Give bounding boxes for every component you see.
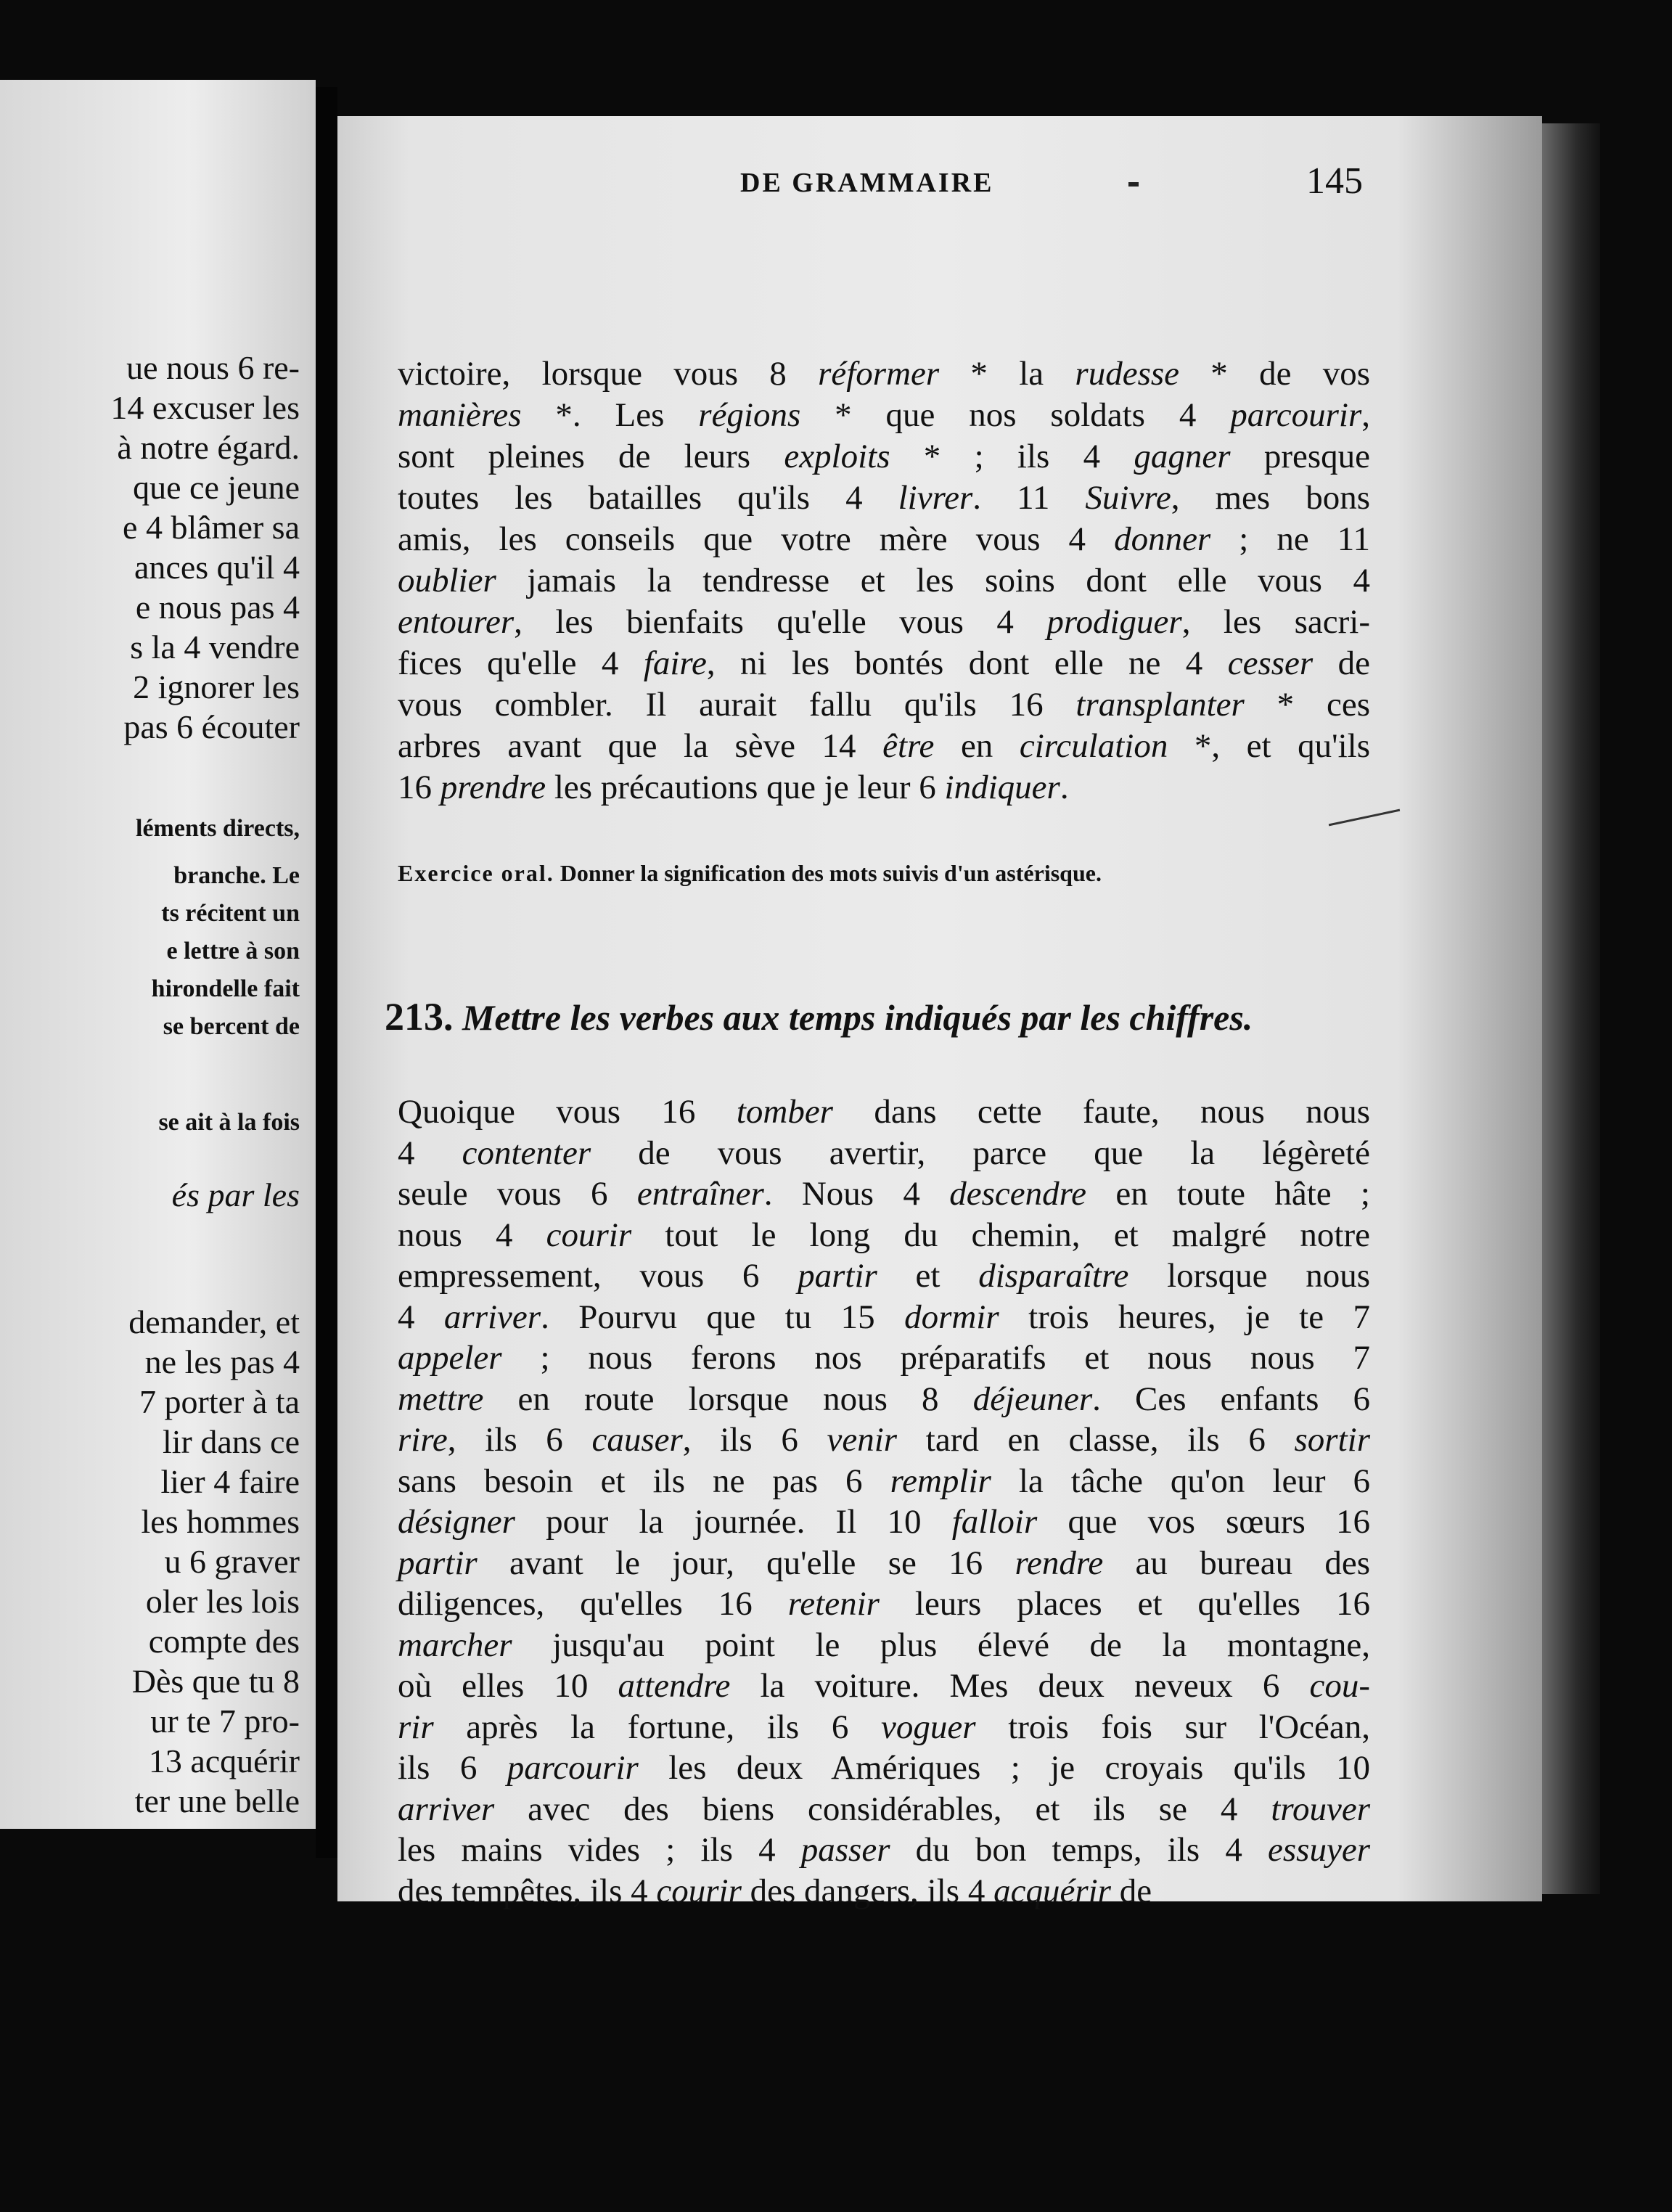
left-page-line: 14 excuser les <box>110 389 300 426</box>
text-line: sont pleines de leurs exploits * ; ils 4 gagner presque <box>398 438 1370 475</box>
text-line: désigner pour la journée. Il 10 falloir que vos sœurs 16 <box>398 1503 1370 1541</box>
left-page-line: ter une belle <box>134 1782 300 1819</box>
text-line: empressement, vous 6 partir et disparaître lorsque nous <box>398 1257 1371 1295</box>
text-line: arbres avant que la sève 14 être en circulation *, et qu'ils <box>398 727 1370 765</box>
text-line: fices qu'elle 4 faire, ni les bontés dont elle ne 4 cesser de <box>398 644 1370 682</box>
text-line: marcher jusqu'au point le plus élevé de la montagne, <box>398 1626 1370 1664</box>
text-line: diligences, qu'elles 16 retenir leurs places et qu'elles 16 <box>398 1585 1370 1623</box>
text-line: arriver avec des biens considérables, et ils se 4 trouver <box>398 1790 1370 1828</box>
left-page-line: demander, et <box>128 1303 300 1340</box>
left-page-line: ances qu'il 4 <box>134 549 300 586</box>
left-page-line: ne les pas 4 <box>144 1343 300 1380</box>
text-line: nous 4 courir tout le long du chemin, et malgré notre <box>398 1216 1370 1254</box>
page-number: 145 <box>1306 160 1363 202</box>
left-page-line: e nous pas 4 <box>135 589 300 626</box>
running-head-title: DE GRAMMAIRE <box>740 168 994 198</box>
left-page-line: 2 ignorer les <box>133 668 300 705</box>
exercise-oral-label: Exercice oral. <box>398 860 554 886</box>
text-line: les mains vides ; ils 4 passer du bon temps, ils 4 essuyer <box>398 1831 1370 1869</box>
left-page-line: s la 4 vendre <box>130 628 300 665</box>
left-page-line: hirondelle fait <box>151 975 300 1002</box>
text-line: Quoique vous 16 tomber dans cette faute, nous nous <box>398 1093 1370 1131</box>
left-page-line: à notre égard. <box>117 429 300 466</box>
print-mark <box>1128 182 1139 187</box>
exercise-213-text <box>398 1091 1370 1912</box>
text-line: entourer, les bienfaits qu'elle vous 4 prodiguer, les sacri- <box>398 603 1370 641</box>
left-page-line: és par les <box>171 1176 300 1213</box>
left-page-line: les hommes <box>141 1503 300 1540</box>
left-page-line: e 4 blâmer sa <box>123 509 300 546</box>
left-page-line: ue nous 6 re- <box>126 349 300 386</box>
left-page-line: branche. Le <box>173 862 300 889</box>
exercise-oral-text: Donner la signification des mots suivis d'un astérisque. <box>560 860 1102 886</box>
left-page-line: léments directs, <box>136 815 300 842</box>
text-line: rir après la fortune, ils 6 voguer trois fois sur l'Océan, <box>398 1708 1370 1746</box>
text-line: victoire, lorsque vous 8 réformer * la rudesse * de vos <box>398 355 1371 393</box>
left-page-line: e lettre à son <box>166 938 300 964</box>
left-page-line: oler les lois <box>145 1583 300 1620</box>
text-line: manières *. Les régions * que nos soldats 4 parcourir, <box>398 396 1370 434</box>
left-facing-page <box>0 80 316 1829</box>
left-page-line: 13 acquérir <box>148 1742 300 1779</box>
left-page-line: se bercent de <box>163 1013 300 1040</box>
exercise-number: 213. <box>385 995 454 1039</box>
left-page-line: compte des <box>148 1623 300 1660</box>
book-gutter <box>316 87 337 1858</box>
exercise-213-heading <box>385 994 1372 1039</box>
left-page-line: Dès que tu 8 <box>131 1663 300 1700</box>
text-line: toutes les batailles qu'ils 4 livrer. 11 Suivre, mes bons <box>398 479 1370 517</box>
text-line: appeler ; nous ferons nos préparatifs et nous nous 7 <box>398 1339 1370 1377</box>
exercise-oral <box>398 856 1370 890</box>
left-page-line: pas 6 écouter <box>123 708 300 745</box>
text-line: partir avant le jour, qu'elle se 16 rendre au bureau des <box>398 1544 1371 1582</box>
left-page-line: ts récitent un <box>161 900 300 927</box>
left-page-line: u 6 graver <box>164 1543 300 1580</box>
left-page-line: ur te 7 pro- <box>150 1703 300 1740</box>
text-line: 4 arriver. Pourvu que tu 15 dormir trois heures, je te 7 <box>398 1298 1370 1336</box>
text-line: oublier jamais la tendresse et les soins dont elle vous 4 <box>398 562 1370 599</box>
left-page-line: lir dans ce <box>162 1423 300 1460</box>
text-line: amis, les conseils que votre mère vous 4 donner ; ne 11 <box>398 520 1370 558</box>
text-line: 16 prendre les précautions que je leur 6 indiquer. <box>398 769 1069 806</box>
text-line: rire, ils 6 causer, ils 6 venir tard en classe, ils 6 sortir <box>398 1421 1370 1459</box>
exercise-continued-text <box>398 353 1370 808</box>
exercise-instruction: Mettre les verbes aux temps indiqués par les chiffres. <box>462 997 1253 1038</box>
text-line: des tempêtes, ils 4 courir des dangers, ils 4 acquérir de <box>398 1872 1152 1910</box>
text-line: ils 6 parcourir les deux Amériques ; je croyais qu'ils 10 <box>398 1749 1370 1787</box>
text-line: 4 contenter de vous avertir, parce que la légèreté <box>398 1134 1370 1172</box>
page-edge-shadow <box>1542 123 1600 1894</box>
text-line: vous combler. Il aurait fallu qu'ils 16 transplanter * ces <box>398 686 1371 724</box>
running-head <box>0 160 1672 210</box>
left-page-line: que ce jeune <box>133 469 300 506</box>
left-page-line: 7 porter à ta <box>139 1383 300 1420</box>
text-line: sans besoin et ils ne pas 6 remplir la tâche qu'on leur 6 <box>398 1462 1370 1500</box>
left-page-line: lier 4 faire <box>160 1463 300 1500</box>
text-line: mettre en route lorsque nous 8 déjeuner. Ces enfants 6 <box>398 1380 1370 1418</box>
left-page-line: se ait à la fois <box>158 1109 300 1136</box>
text-line: où elles 10 attendre la voiture. Mes deux neveux 6 cou- <box>398 1667 1370 1705</box>
text-line: seule vous 6 entraîner. Nous 4 descendre en toute hâte ; <box>398 1175 1370 1213</box>
